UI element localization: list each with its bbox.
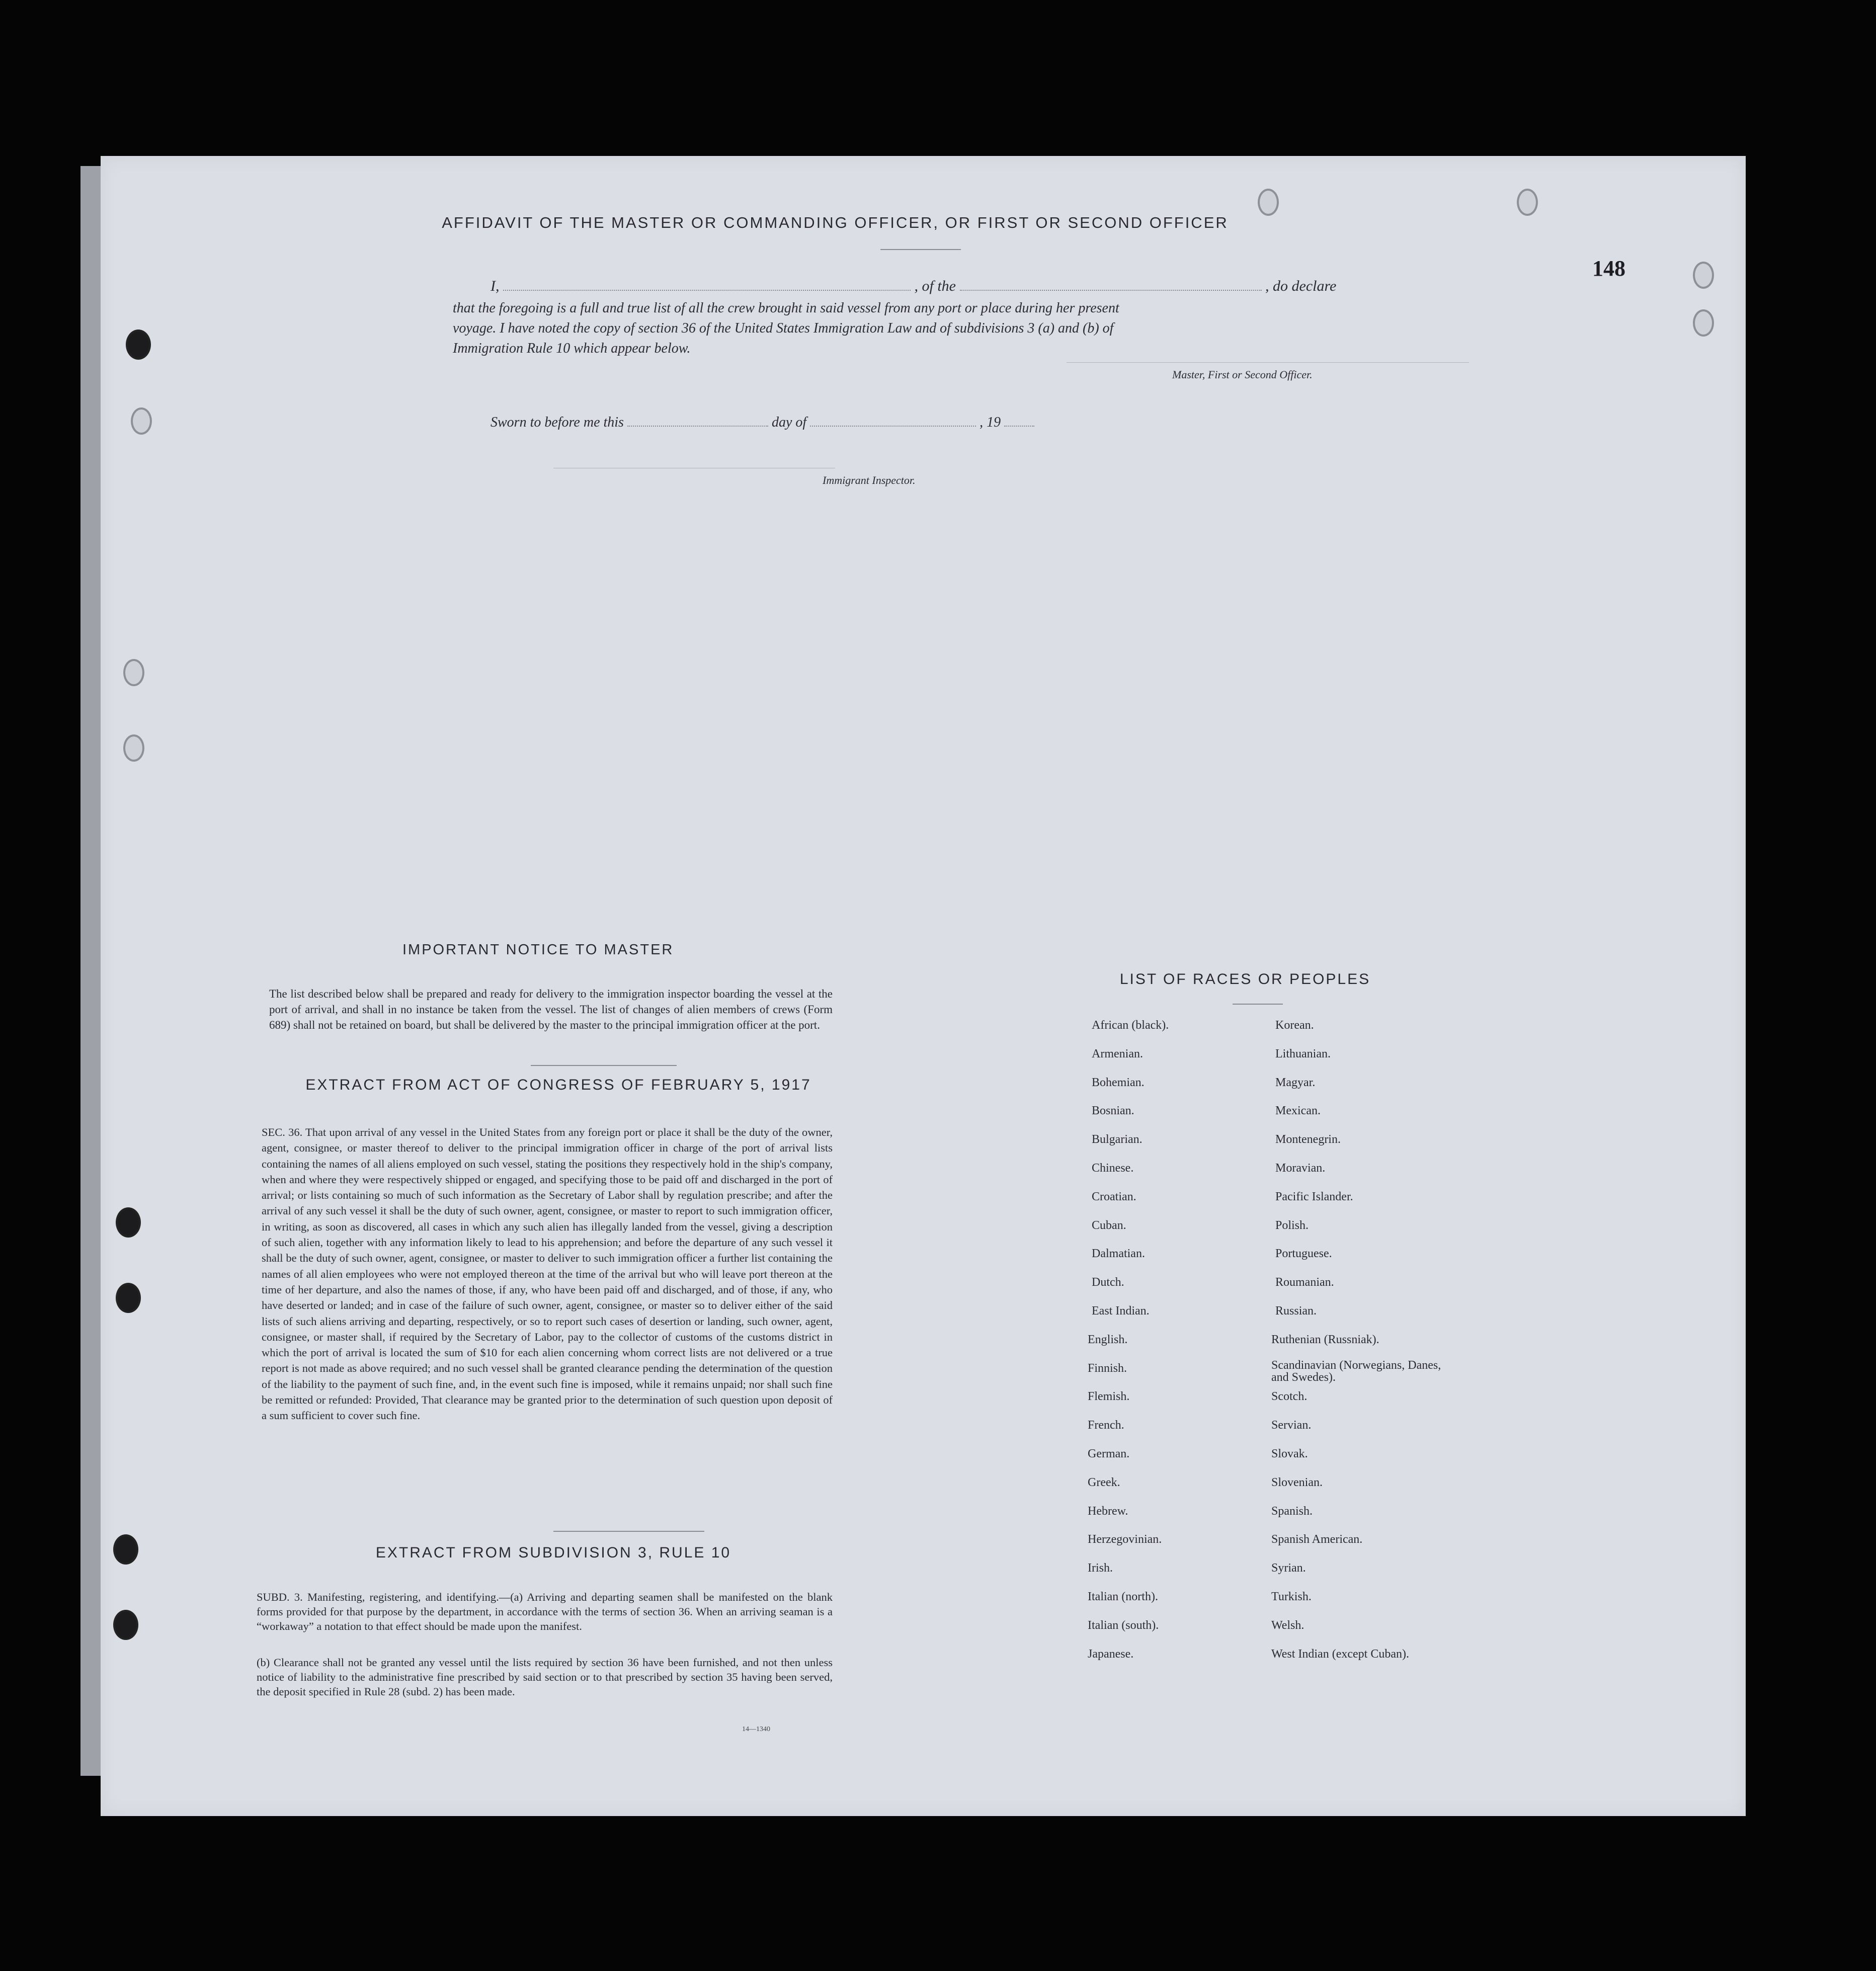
year-text: , 19	[980, 415, 1001, 430]
vessel-blank[interactable]	[960, 277, 1262, 291]
affidavit-line-3: voyage. I have noted the copy of section 36 of the United States Immigration Law and of subdivisions 3 (a) and (b) of	[453, 320, 1114, 336]
race-item: Mexican.	[1275, 1104, 1321, 1118]
form-code: 14—1340	[742, 1726, 770, 1733]
race-item: Slovak.	[1271, 1447, 1308, 1460]
punch-hole	[1517, 189, 1538, 216]
punch-hole	[116, 1283, 141, 1313]
race-item: Dutch.	[1092, 1276, 1124, 1289]
race-item: Cuban.	[1092, 1218, 1126, 1232]
act-text: SEC. 36. That upon arrival of any vessel in the United States from any foreign port or place it shall be the duty of the owner, agent, consignee, or master thereof to deliver to the principal immigration officer in charge of the port of arrival lists containing the names of all aliens employed on such vessel, stating the positions they respectively hold in the ship's company, when and where they were respectively shipped or engaged, and specifying those to be paid off and discharged in the port of arrival; or lists containing so much of such information as the Secretary of Labor shall by regulation prescribe; and after the arrival of any such vessel it shall be the duty of such owner, agent, consignee, or master to report to such immigration officer, in writing, as soon as discovered, all cases in which any such alien has illegally landed from the vessel, giving a description of such alien, together with any information likely to lead to his apprehension; and before the departure of any such vessel it shall be the duty of such owner, agent, consignee, or master to deliver to such immigration officer a further list containing the names of all alien employees who were not employed thereon at the time of the arrival but who will leave port thereon at the time of her departure, and also the names of those, if any, who have been paid off and discharged, and of those, if any, who have deserted or landed; and in case of the failure of such owner, agent, consignee, or master so to deliver either of the said lists of such aliens arriving and departing, respectively, or so to report such cases of desertion or landing, such owner, agent, consignee, or master shall, if required by the Secretary of Labor, pay to the collector of customs of the customs district in which the port of arrival is located the sum of $10 for each alien concerning whom correct lists are not delivered or a true report is not made as above required; and no such vessel shall be granted clearance pending the determination of the question of the liability to the payment of such fine, and, in the event such fine is imposed, while it remains unpaid; nor shall such fine be remitted or refunded: Provided, That clearance may be granted prior to the determination of such question upon deposit of a sum sufficient to cover such fine.	[262, 1126, 833, 1422]
punch-hole	[1258, 189, 1279, 216]
race-item: Japanese.	[1088, 1647, 1134, 1661]
name-blank[interactable]	[503, 277, 911, 291]
races-heading: LIST OF RACES OR PEOPLES	[1119, 971, 1371, 988]
race-item: Dalmatian.	[1092, 1247, 1145, 1261]
punch-hole	[123, 734, 144, 762]
affidavit-line-1	[491, 277, 1336, 295]
page-number: 148	[1592, 256, 1625, 281]
race-item: Turkish.	[1271, 1590, 1312, 1603]
punch-hole	[116, 1207, 141, 1238]
race-item: Polish.	[1275, 1218, 1309, 1232]
day-of-text: day of	[771, 415, 807, 430]
title-rule	[880, 249, 961, 250]
race-item: Flemish.	[1088, 1390, 1130, 1404]
race-item: Roumanian.	[1275, 1276, 1334, 1289]
race-item: Russian.	[1275, 1304, 1317, 1318]
race-item: Scotch.	[1271, 1390, 1308, 1404]
year-blank[interactable]	[1004, 413, 1034, 427]
race-item: Hebrew.	[1088, 1504, 1128, 1518]
punch-hole	[131, 407, 152, 435]
rule-text-b: (b) Clearance shall not be granted any vessel until the lists required by section 36 have been furnished, and not then unless notice of liability to the administrative fine prescribed by said section or to that prescribed by section 35 having been served, the deposit specified in Rule 28 (subd. 2) has been made.	[257, 1656, 833, 1698]
affidavit-i: I,	[491, 278, 500, 294]
day-blank[interactable]	[627, 413, 768, 427]
race-item: Bulgarian.	[1092, 1133, 1143, 1146]
race-item: Lithuanian.	[1275, 1047, 1331, 1060]
rule-heading: EXTRACT FROM SUBDIVISION 3, RULE 10	[375, 1544, 731, 1561]
races-rule	[1233, 1004, 1283, 1005]
punch-hole	[123, 659, 144, 686]
race-item: Korean.	[1275, 1019, 1314, 1032]
race-item: East Indian.	[1092, 1304, 1150, 1318]
signature-line	[1067, 362, 1469, 363]
race-item: Spanish.	[1271, 1504, 1313, 1518]
rule-rule	[553, 1531, 704, 1532]
punch-hole	[1693, 309, 1714, 337]
sworn-text: Sworn to before me this	[491, 415, 624, 430]
race-item: Montenegrin.	[1275, 1133, 1341, 1146]
race-item: West Indian (except Cuban).	[1271, 1647, 1409, 1661]
race-item: Moravian.	[1275, 1162, 1326, 1175]
race-item: Magyar.	[1275, 1076, 1316, 1089]
race-item: Chinese.	[1092, 1162, 1134, 1175]
affidavit-title: AFFIDAVIT OF THE MASTER OR COMMANDING OFFICER, OR FIRST OR SECOND OFFICER	[442, 214, 1229, 231]
race-item: Croatian.	[1092, 1190, 1136, 1203]
sworn-line	[491, 413, 1034, 431]
race-item: French.	[1088, 1419, 1124, 1432]
race-item: Bohemian.	[1092, 1076, 1145, 1089]
race-item: Welsh.	[1271, 1618, 1304, 1632]
act-heading: EXTRACT FROM ACT OF CONGRESS OF FEBRUARY 5, 1917	[305, 1077, 811, 1093]
punch-hole	[1693, 262, 1714, 289]
race-item: German.	[1088, 1447, 1130, 1460]
affidavit-line-2: that the foregoing is a full and true list of all the crew brought in said vessel from any port or place during her present	[453, 300, 1119, 316]
affidavit-line-4: Immigration Rule 10 which appear below.	[453, 341, 691, 356]
race-item: English.	[1088, 1333, 1128, 1346]
punch-hole	[113, 1534, 138, 1565]
race-item: Italian (south).	[1088, 1618, 1159, 1632]
month-blank[interactable]	[810, 413, 976, 427]
inspector-label: Immigrant Inspector.	[823, 474, 916, 486]
page-edge	[80, 166, 101, 1776]
race-item: Greek.	[1088, 1475, 1120, 1489]
race-item: Herzegovinian.	[1088, 1533, 1162, 1546]
punch-hole	[113, 1610, 138, 1640]
race-item: Ruthenian (Russniak).	[1271, 1333, 1379, 1346]
race-item: Slovenian.	[1271, 1475, 1323, 1489]
race-item: Spanish American.	[1271, 1533, 1363, 1546]
race-item: Finnish.	[1088, 1361, 1127, 1375]
race-item: Portuguese.	[1275, 1247, 1332, 1261]
race-item: Servian.	[1271, 1419, 1312, 1432]
act-rule	[531, 1065, 677, 1066]
punch-hole	[126, 330, 151, 360]
race-item: Italian (north).	[1088, 1590, 1158, 1603]
notice-text: The list described below shall be prepared and ready for delivery to the immigration inspector boarding the vessel at the port of arrival, and shall in no instance be taken from the vessel. The list of changes of alien members of crews (Form 689) shall not be retained on board, but shall be delivered by the master to the principal immigration officer at the port.	[269, 988, 833, 1031]
signature-label: Master, First or Second Officer.	[1172, 368, 1313, 381]
rule-text-a: SUBD. 3. Manifesting, registering, and identifying.—(a) Arriving and departing seamen shall be manifested on the blank forms provided for that purpose by the department, in accordance with the terms of section 36. When an arriving seaman is a “workaway” a notation to that effect should be made upon the manifest.	[257, 1591, 833, 1632]
affidavit-declare: , do declare	[1265, 278, 1337, 294]
notice-heading: IMPORTANT NOTICE TO MASTER	[402, 942, 674, 958]
race-item: Scandinavian (Norwegians, Danes, and Swedes).	[1271, 1358, 1441, 1384]
race-item: African (black).	[1092, 1019, 1169, 1032]
race-item: Armenian.	[1092, 1047, 1143, 1060]
race-item: Syrian.	[1271, 1562, 1306, 1575]
affidavit-of-the: , of the	[914, 278, 956, 294]
race-item: Bosnian.	[1092, 1104, 1134, 1118]
document-page	[101, 156, 1746, 1816]
race-item: Pacific Islander.	[1275, 1190, 1353, 1203]
race-item: Irish.	[1088, 1562, 1113, 1575]
